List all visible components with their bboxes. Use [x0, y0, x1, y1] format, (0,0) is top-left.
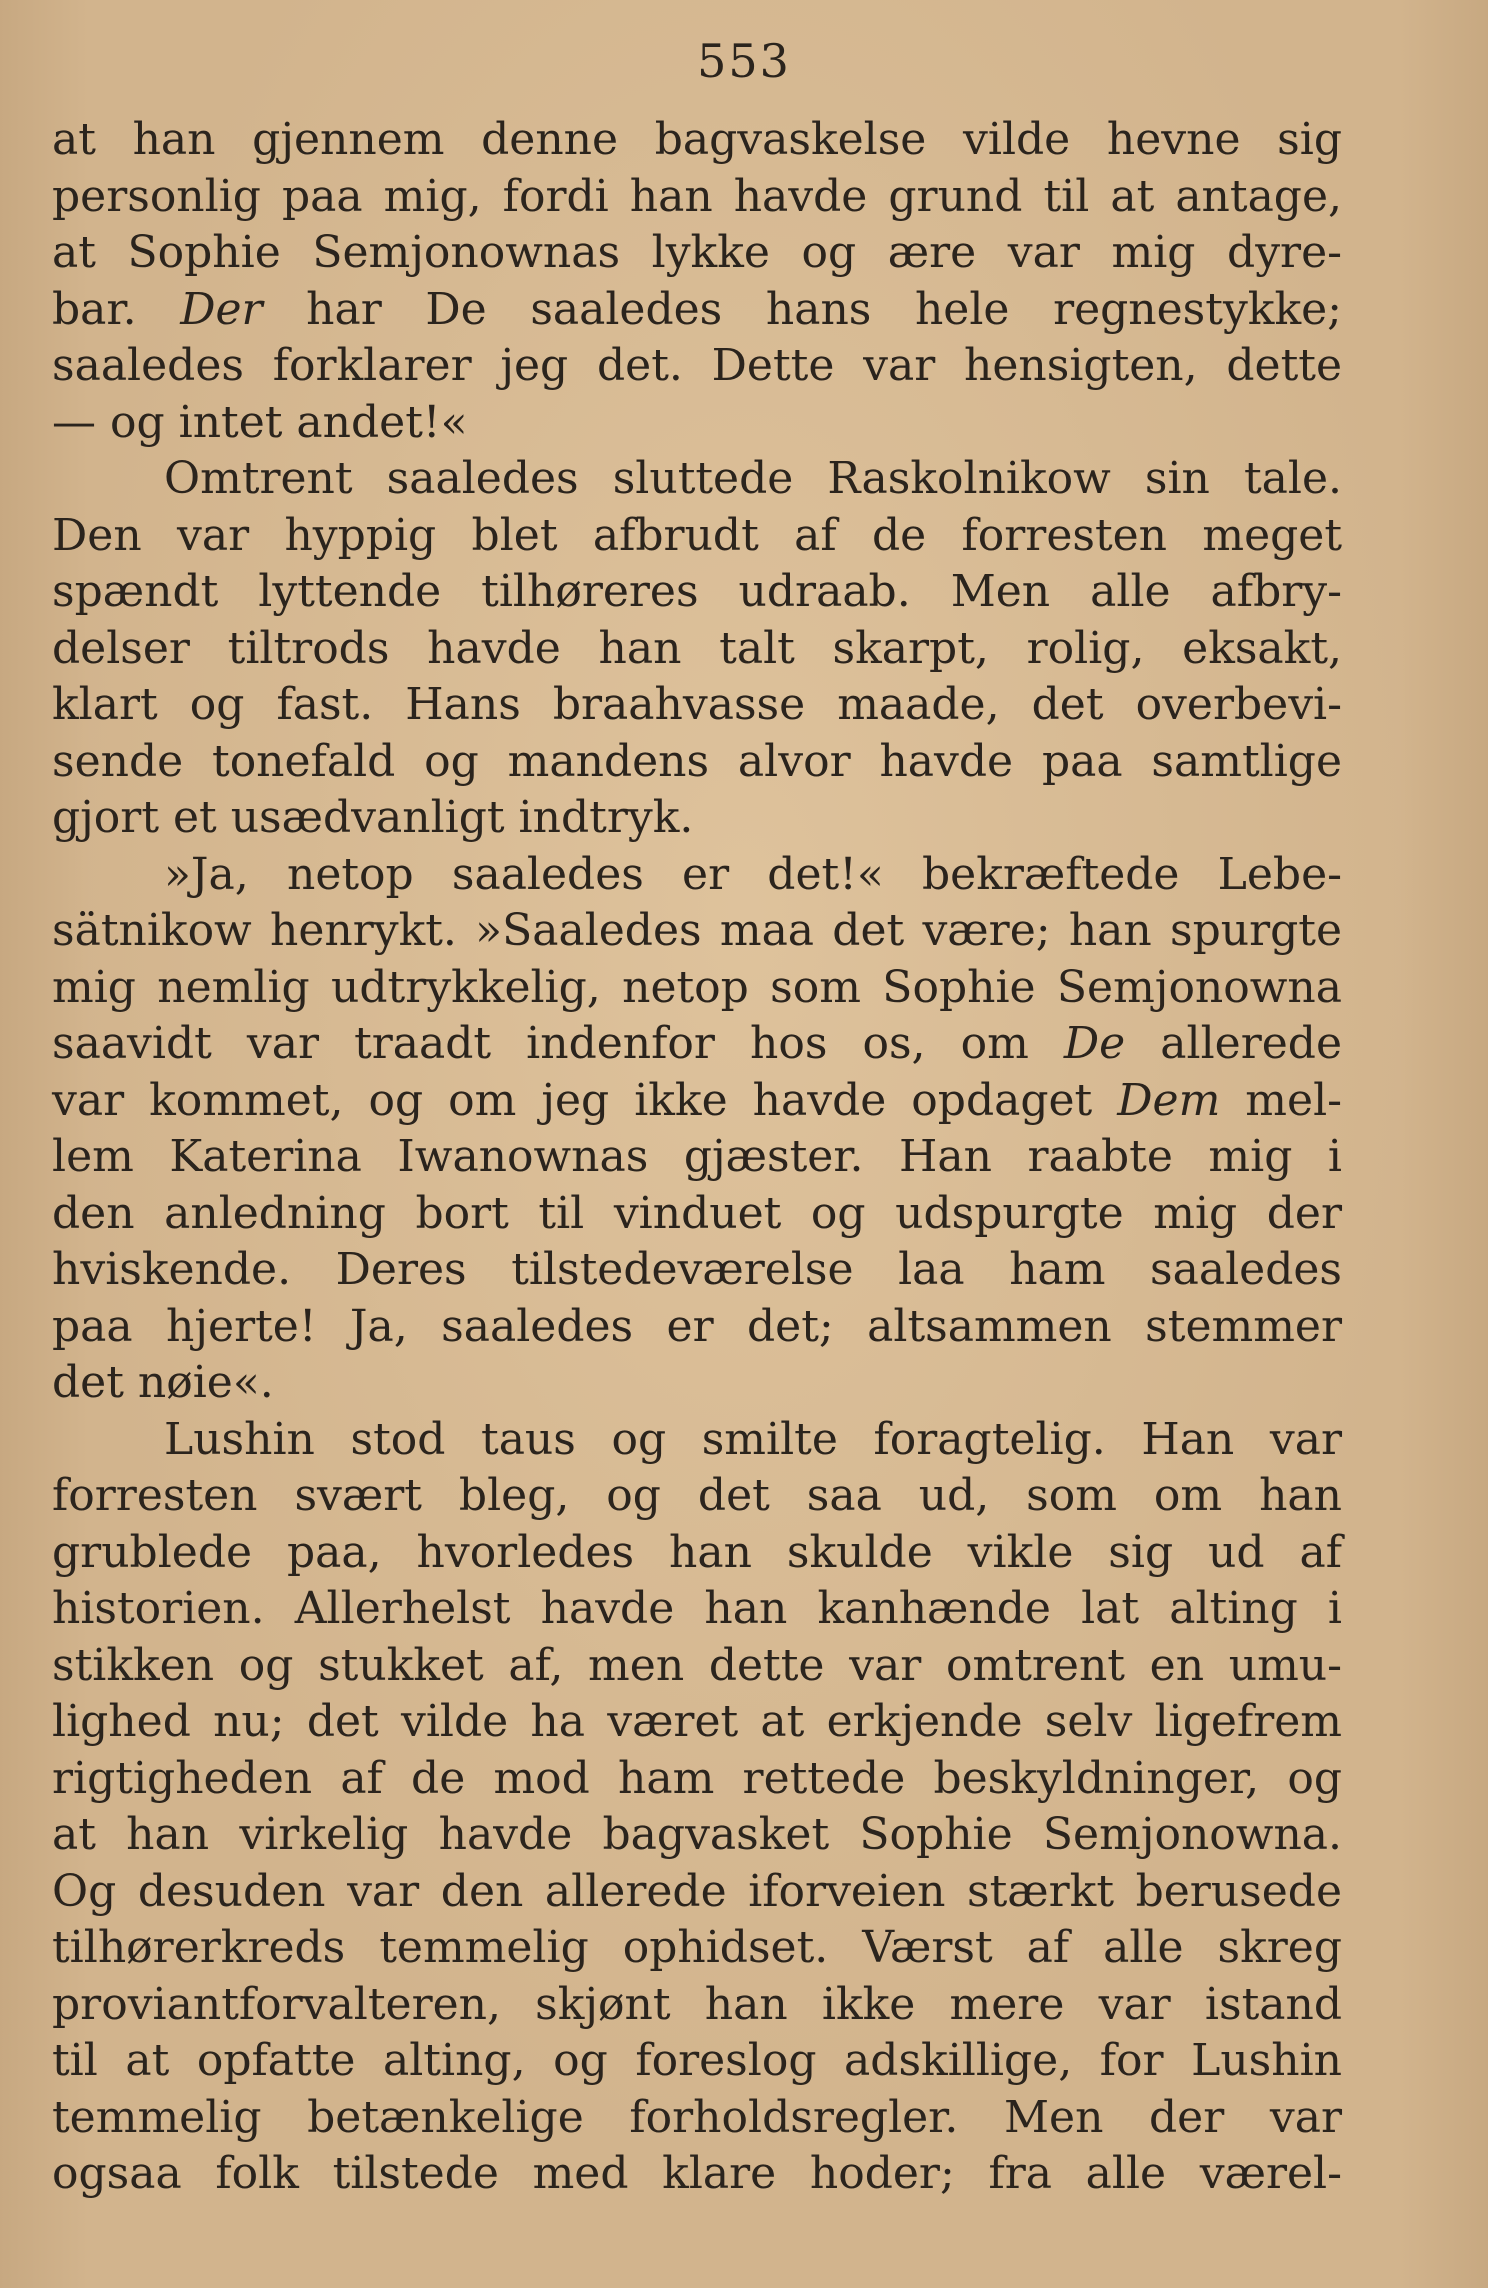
text-line: gjort et usædvanligt indtryk.: [52, 792, 694, 843]
text-line: [52, 1073, 1342, 1130]
text-segment: mel-: [1220, 1074, 1343, 1126]
text-line: stikken og stukket af, men dette var omtrent en umu-: [52, 1639, 1342, 1691]
text-line: Og desuden var den allerede iforveien stærkt berusede: [52, 1865, 1342, 1917]
text-segment: bar.: [52, 283, 181, 335]
text-line: [52, 282, 1342, 339]
text-segment: saavidt var traadt indenfor hos os, om: [52, 1018, 1064, 1069]
text-line: klart og fast. Hans braahvasse maade, det overbevi-: [52, 679, 1342, 730]
text-line: rigtigheden af de mod ham rettede beskyldninger, og: [52, 1752, 1342, 1804]
text-line: spændt lyttende tilhøreres udraab. Men alle afbry-: [52, 566, 1342, 617]
text-line: sende tonefald og mandens alvor havde paa samtlige: [52, 735, 1342, 787]
text-line: paa hjerte! Ja, saaledes er det; altsammen stemmer: [52, 1300, 1342, 1352]
text-line: den anledning bort til vinduet og udspurgte mig der: [52, 1187, 1342, 1239]
text-line: delser tiltrods havde han talt skarpt, rolig, eksakt,: [52, 622, 1342, 674]
text-line: temmelig betænkelige forholdsregler. Men der var: [52, 2091, 1342, 2143]
text-line: forresten svært bleg, og det saa ud, som om han: [52, 1470, 1342, 1521]
emphasis-word: De: [1063, 1018, 1126, 1069]
text-line: til at opfatte alting, og foreslog adskillige, for Lushin: [52, 2035, 1342, 2086]
text-line: mig nemlig udtrykkelig, netop som Sophie Semjonowna: [52, 961, 1342, 1013]
page-number: 553: [697, 34, 791, 88]
text-line: sätnikow henrykt. »Saaledes maa det være; han spurgte: [52, 905, 1342, 956]
text-line: »Ja, netop saaledes er det!« bekræftede Lebe-: [164, 848, 1342, 900]
emphasis-word: Dem: [1117, 1074, 1221, 1126]
text-line: historien. Allerhelst havde han kanhænde lat alting i: [52, 1583, 1342, 1634]
text-line: Omtrent saaledes sluttede Raskolnikow sin tale.: [164, 453, 1342, 504]
text-line: lighed nu; det vilde ha været at erkjende selv ligefrem: [52, 1696, 1342, 1747]
text-line: proviantforvalteren, skjønt han ikke mere var istand: [52, 1978, 1342, 2030]
text-segment: allerede: [1125, 1018, 1342, 1069]
emphasis-word: Der: [180, 283, 263, 335]
text-line: hviskende. Deres tilstedeværelse laa ham saaledes: [52, 1244, 1342, 1295]
text-line: [52, 1016, 1342, 1073]
text-line: — og intet andet!«: [52, 396, 468, 448]
text-line: tilhørerkreds temmelig ophidset. Værst af alle skreg: [52, 1922, 1342, 1973]
text-line: grublede paa, hvorledes han skulde vikle sig ud af: [52, 1526, 1342, 1578]
body-text: [52, 112, 1342, 2203]
text-line: at Sophie Semjonownas lykke og ære var mig dyre-: [52, 227, 1342, 278]
text-line: at han gjennem denne bagvaskelse vilde hevne sig: [52, 114, 1342, 165]
text-line: Den var hyppig blet afbrudt af de forresten meget: [52, 509, 1342, 561]
text-line: det nøie«.: [52, 1357, 274, 1408]
text-line: ogsaa folk tilstede med klare hoder; fra alle værel-: [52, 2148, 1342, 2199]
text-line: lem Katerina Iwanownas gjæster. Han raabte mig i: [52, 1131, 1342, 1182]
text-segment: var kommet, og om jeg ikke havde opdaget: [52, 1074, 1118, 1126]
text-line: saaledes forklarer jeg det. Dette var hensigten, dette: [52, 340, 1342, 391]
text-line: personlig paa mig, fordi han havde grund til at antage,: [52, 170, 1342, 222]
text-segment: har De saaledes hans hele regnestykke;: [262, 283, 1342, 335]
text-line: at han virkelig havde bagvasket Sophie Semjonowna.: [52, 1809, 1342, 1860]
text-line: Lushin stod taus og smilte foragtelig. Han var: [164, 1413, 1342, 1465]
